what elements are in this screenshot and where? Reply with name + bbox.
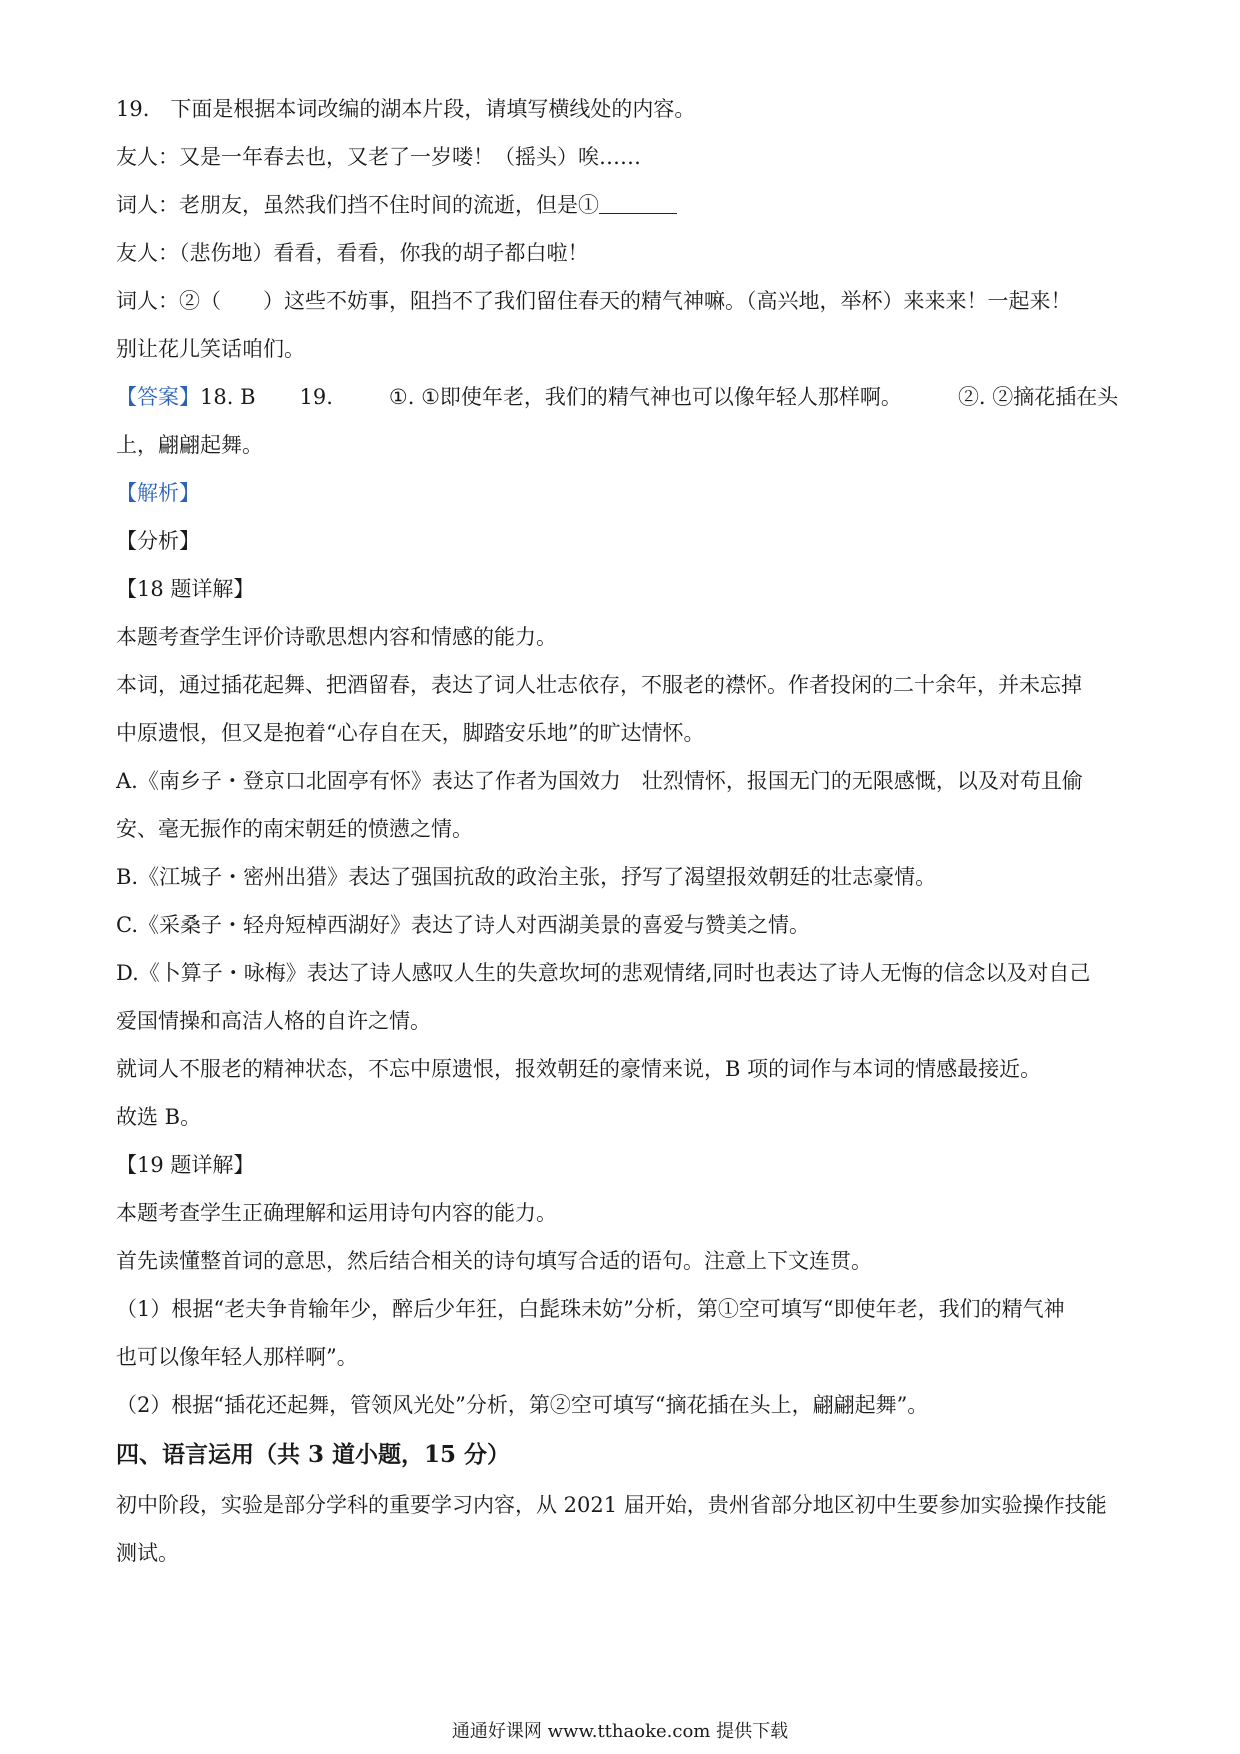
q18-detail-label: 【18 题详解】 — [116, 577, 255, 601]
q19-intro: 本题考查学生正确理解和运用诗句内容的能力。 — [116, 1201, 557, 1225]
answer-19-2: ②. ②摘花插在头 — [957, 385, 1119, 409]
dialogue-friend-1: 友人：又是一年春去也，又老了一岁喽！（摇头）唉…… — [116, 145, 641, 169]
analysis-label: 【解析】 — [116, 481, 200, 505]
option-c: C.《采桑子・轻舟短棹西湖好》表达了诗人对西湖美景的喜爱与赞美之情。 — [116, 913, 810, 937]
answer-18: 18. B — [200, 385, 256, 409]
dialogue-poet-2-cont: 别让花儿笑话咱们。 — [116, 337, 305, 361]
section-paragraph-1-cont: 测试。 — [116, 1541, 179, 1565]
option-d: D.《卜算子・咏梅》表达了诗人感叹人生的失意坎坷的悲观情绪,同时也表达了诗人无悔的信念以及对自己 — [116, 961, 1091, 985]
dialogue-friend-2: 友人：（悲伤地）看看，看看，你我的胡子都白啦！ — [116, 241, 589, 265]
answer-19-num: 19. — [299, 385, 333, 409]
fill-blank-1 — [599, 191, 677, 214]
dialogue-poet-1 — [116, 190, 1130, 220]
option-a: A.《南乡子・登京口北固亭有怀》表达了作者为国效力 壮烈情怀，报国无门的无限感慨，以及对苟且偷 — [116, 769, 1083, 793]
q19-paragraph-2-cont: 也可以像年轻人那样啊”。 — [116, 1345, 358, 1369]
option-b: B.《江城子・密州出猎》表达了强国抗敌的政治主张，抒写了渴望报效朝廷的壮志豪情。 — [116, 865, 937, 889]
section-heading: 四、语言运用（共 3 道小题，15 分） — [116, 1441, 511, 1468]
q19-paragraph-2: （1）根据“老夫争肯输年少，醉后少年狂，白髭珠未妨”分析，第①空可填写“即使年老，我们的精气神 — [116, 1297, 1065, 1321]
section-paragraph-1: 初中阶段，实验是部分学科的重要学习内容，从 2021 届开始，贵州省部分地区初中生要参加实验操作技能 — [116, 1493, 1107, 1517]
q18-paragraph-1-cont: 中原遗恨，但又是抱着“心存自在天，脚踏安乐地”的旷达情怀。 — [116, 721, 705, 745]
page-footer: 通通好课网 www.tthaoke.com 提供下载 — [451, 1721, 789, 1742]
q18-conclusion: 就词人不服老的精神状态，不忘中原遗恨，报效朝廷的豪情来说，B 项的词作与本词的情感最接近。 — [116, 1057, 1042, 1081]
q19-paragraph-1: 首先读懂整首词的意思，然后结合相关的诗句填写合适的语句。注意上下文连贯。 — [116, 1249, 872, 1273]
answer-line — [116, 382, 1130, 412]
q19-prompt: 19. 下面是根据本词改编的湖本片段，请填写横线处的内容。 — [116, 97, 696, 121]
dialogue-poet-1-text: 词人：老朋友，虽然我们挡不住时间的流逝，但是① — [116, 193, 599, 217]
dialogue-poet-2: 词人：②（ ）这些不妨事，阻挡不了我们留住春天的精气神嘛。（高兴地，举杯）来来来！一起来！ — [116, 289, 1072, 313]
option-a-cont: 安、毫无振作的南宋朝廷的愤懑之情。 — [116, 817, 473, 841]
answer-19-1: ①. ①即使年老，我们的精气神也可以像年轻人那样啊。 — [388, 385, 902, 409]
q18-choice: 故选 B。 — [116, 1105, 202, 1129]
q18-intro: 本题考查学生评价诗歌思想内容和情感的能力。 — [116, 625, 557, 649]
option-d-cont: 爱国情操和高洁人格的自许之情。 — [116, 1009, 431, 1033]
answer-label: 【答案】 — [116, 385, 200, 409]
answer-cont: 上，翩翩起舞。 — [116, 433, 263, 457]
q19-detail-label: 【19 题详解】 — [116, 1153, 255, 1177]
fenxi-label: 【分析】 — [116, 529, 200, 553]
q18-paragraph-1: 本词，通过插花起舞、把酒留春，表达了词人壮志依存，不服老的襟怀。作者投闲的二十余年，并未忘掉 — [116, 673, 1082, 697]
q19-paragraph-3: （2）根据“插花还起舞，管领风光处”分析，第②空可填写“摘花插在头上，翩翩起舞”。 — [116, 1393, 929, 1417]
